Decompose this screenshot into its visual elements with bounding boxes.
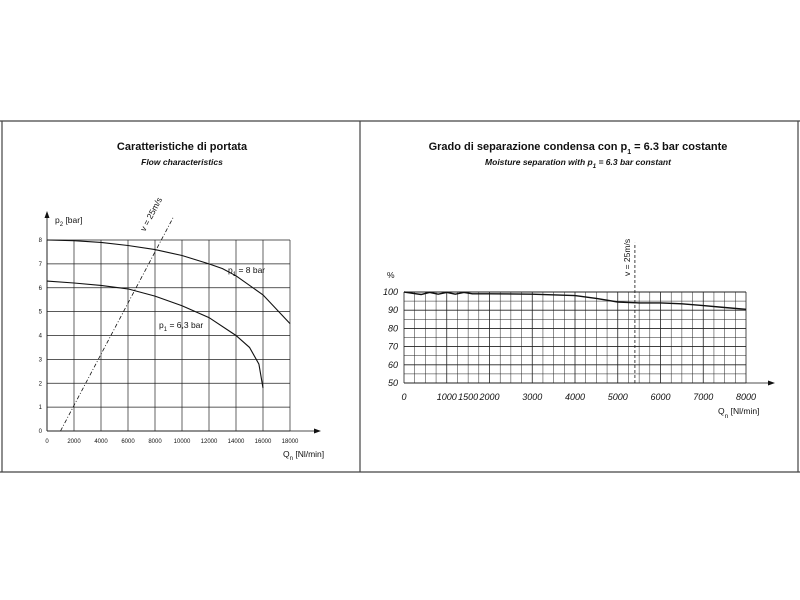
x-tick-label: 7000 xyxy=(693,392,714,402)
y-tick-label: 3 xyxy=(38,357,42,364)
x-tick-label: 3000 xyxy=(522,392,543,402)
x-tick-label: 16000 xyxy=(254,439,272,445)
chart-title: Caratteristiche di portata xyxy=(116,141,248,153)
y-tick-label: 7 xyxy=(38,261,42,268)
x-tick-label: 2000 xyxy=(479,392,500,402)
x-tick-label: 4000 xyxy=(564,392,586,402)
x-tick-label: 8000 xyxy=(735,392,757,402)
plot-grid xyxy=(404,292,746,383)
moisture-separation-chart xyxy=(383,141,775,420)
x-tick-label: 4000 xyxy=(94,439,108,445)
series-label-p1-6-3bar: $p_1 = 6,3$ bar xyxy=(159,320,204,333)
y-tick-label: 6 xyxy=(38,285,42,292)
y-tick-label: 100 xyxy=(382,287,398,297)
velocity-reference-line xyxy=(61,216,174,431)
x-tick-label: 8000 xyxy=(148,439,162,445)
velocity-line-label: v = 25m/s xyxy=(137,195,165,233)
y-axis-arrowhead xyxy=(45,211,50,218)
x-tick-label: 2000 xyxy=(67,439,81,445)
x-tick-label: 14000 xyxy=(227,439,245,445)
y-tick-label: 90 xyxy=(387,305,398,316)
chart-subtitle: Moisture separation with $p_1 = 6.3$ bar constant xyxy=(485,157,671,170)
y-tick-label: 2 xyxy=(38,381,42,388)
series-line xyxy=(47,240,290,324)
y-tick-label: 1 xyxy=(38,405,42,412)
chart-title: Grado di separazione condensa con $p_1 = 6.3$ bar costante xyxy=(428,141,728,156)
x-tick-label: 10000 xyxy=(173,439,191,445)
y-tick-labels xyxy=(383,287,398,388)
x-tick-label: 0 xyxy=(401,392,407,402)
x-axis-arrowhead xyxy=(768,381,775,386)
y-tick-labels xyxy=(39,238,43,435)
flow-characteristics-chart xyxy=(39,141,324,462)
y-tick-label: 70 xyxy=(387,341,398,352)
x-axis-arrowhead xyxy=(314,429,321,434)
x-tick-label: 6000 xyxy=(121,439,135,445)
y-tick-label: 80 xyxy=(387,323,398,334)
y-axis-title: % xyxy=(387,270,395,280)
y-tick-label: 50 xyxy=(387,378,398,388)
x-tick-label: 18000 xyxy=(281,439,299,445)
y-tick-label: 60 xyxy=(387,359,398,370)
y-tick-label: 8 xyxy=(38,238,42,244)
y-tick-label: 0 xyxy=(38,429,42,435)
x-tick-label: 1500 xyxy=(458,392,479,402)
x-axis-title: $Q_n$ [Nl/min] xyxy=(283,449,325,462)
y-axis-title: $p_2$ [bar] xyxy=(55,215,83,228)
y-tick-label: 5 xyxy=(38,309,42,316)
x-tick-label: 12000 xyxy=(200,439,218,445)
x-tick-label: 1000 xyxy=(436,392,457,402)
x-tick-label: 0 xyxy=(45,439,49,445)
series-label-p1-8bar: $p_1 = 8$ bar xyxy=(228,265,266,278)
y-tick-label: 4 xyxy=(38,333,42,340)
x-tick-labels xyxy=(45,439,299,445)
x-tick-labels xyxy=(401,392,756,402)
velocity-line-label: v = 25m/s xyxy=(622,238,632,276)
x-tick-label: 5000 xyxy=(607,392,628,402)
chart-subtitle: Flow characteristics xyxy=(141,157,223,167)
x-axis-title: $Q_n$ [Nl/min] xyxy=(718,406,760,420)
x-tick-label: 6000 xyxy=(650,392,671,402)
